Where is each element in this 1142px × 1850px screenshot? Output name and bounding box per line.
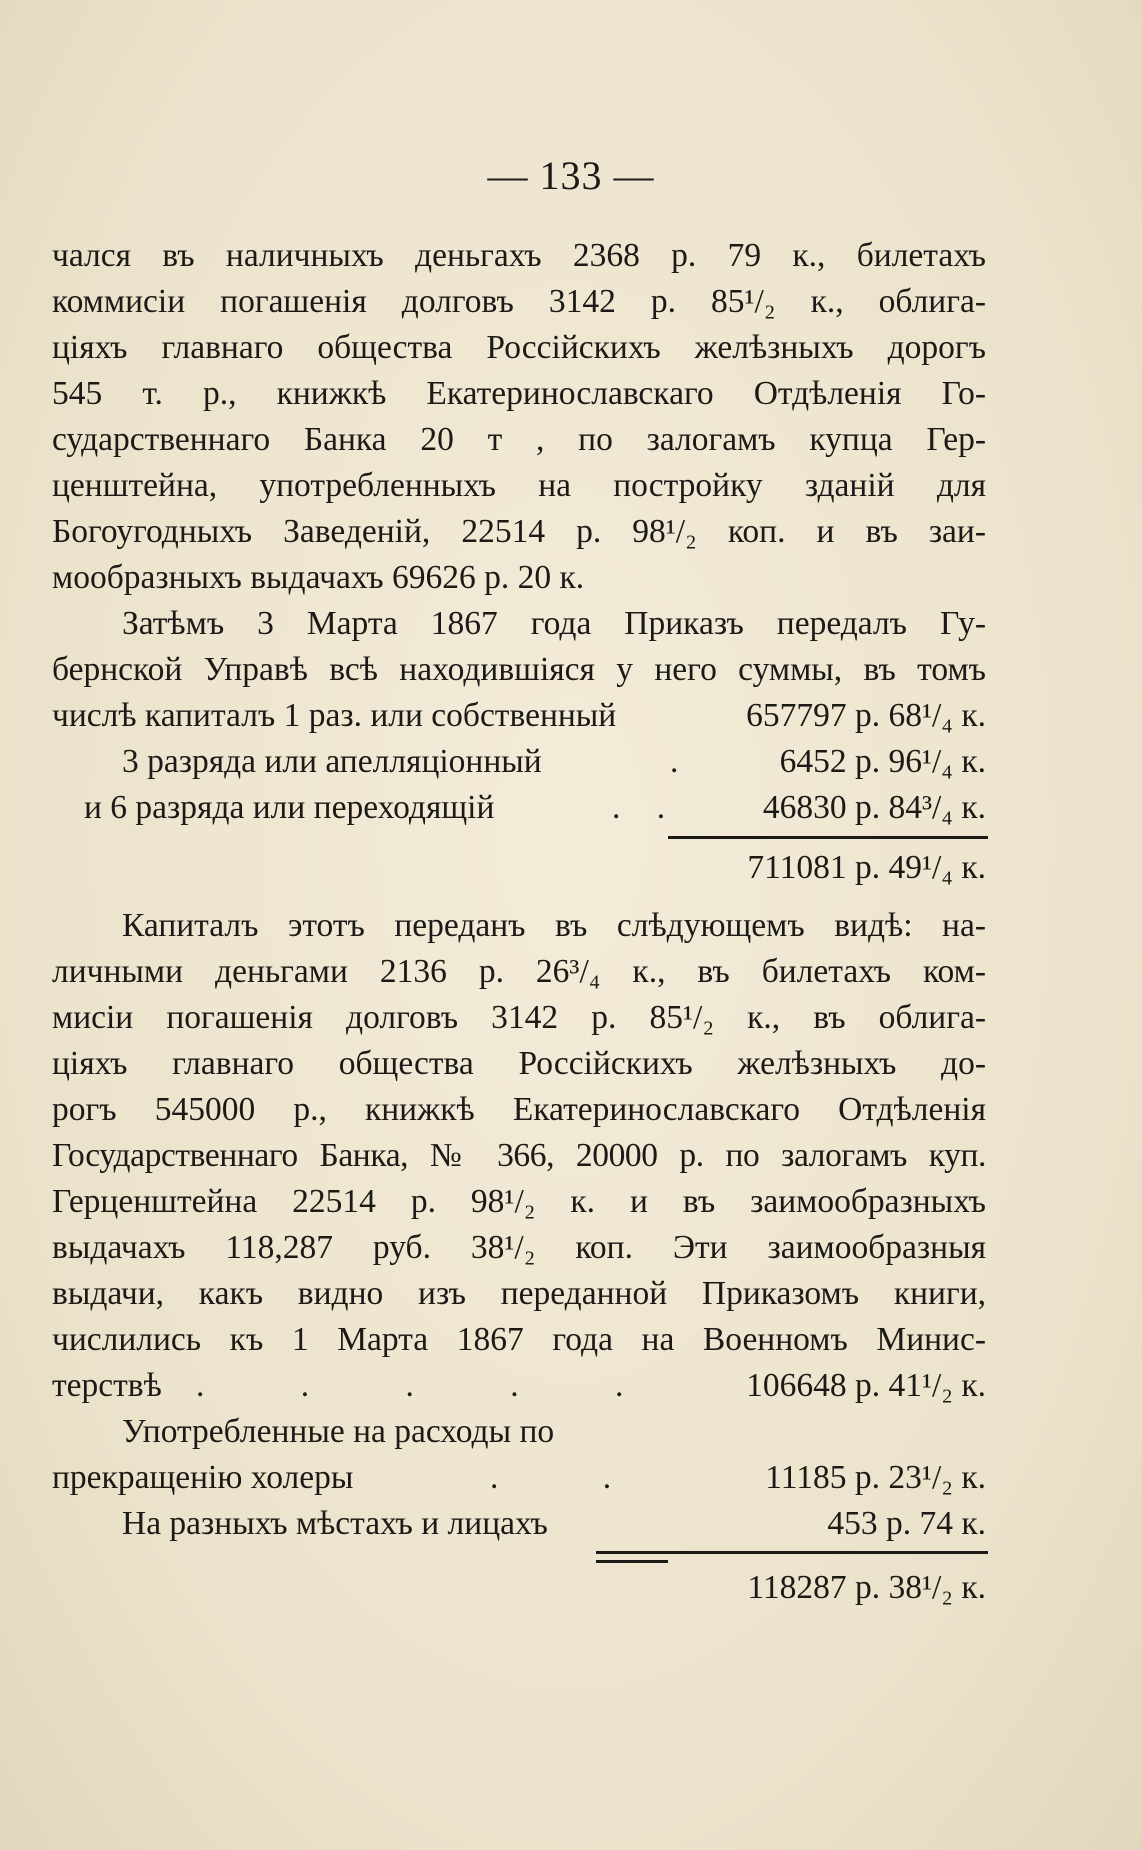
capital-row-amount: 46830 р. 84³/₄ к. [762, 789, 986, 826]
loans-row-amount: 453 р. 74 к. [827, 1505, 986, 1542]
loans-row-label: терствѣ [52, 1367, 162, 1404]
text-line: ценштейна, употребленныхъ на постройку зданій для [52, 467, 986, 504]
capital-row-dots: . [670, 743, 679, 780]
loans-row-label: На разныхъ мѣстахъ и лицахъ [122, 1505, 548, 1542]
text-line: сударственнаго Банка 20 т , по залогамъ купца Гер- [52, 421, 986, 458]
capital-total: 711081 р. 49¹/₄ к. [747, 849, 986, 886]
loans-row-label: Употребленные на расходы по [122, 1413, 555, 1450]
text-line: Государственнаго Банка, № 366, 20000 р. по залогамъ куп. [52, 1137, 986, 1174]
page-number: — 133 — [487, 153, 655, 198]
sum-rule [668, 836, 988, 839]
text-line: Затѣмъ 3 Марта 1867 года Приказъ передалъ Гу- [122, 605, 986, 642]
capital-row-label: и 6 разряда или переходящій [84, 789, 495, 826]
text-line: коммисіи погашенія долговъ 3142 р. 85¹/₂ к., облига- [52, 283, 986, 320]
text-line: 545 т. р., книжкѣ Екатеринославскаго Отдѣленія Го- [52, 375, 986, 412]
text-line: Капиталъ этотъ переданъ въ слѣдующемъ видѣ: на- [122, 907, 986, 944]
capital-row-label: 3 разряда или апелляціонный [122, 743, 542, 780]
text-line: ціяхъ главнаго общества Россійскихъ желѣзныхъ дорогъ [52, 329, 986, 366]
text-line: Герценштейна 22514 р. 98¹/₂ к. и въ заимообразныхъ [52, 1183, 986, 1220]
text-line: Богоугодныхъ Заведеній, 22514 р. 98¹/₂ коп. и въ заи- [52, 513, 986, 550]
loans-row-amount: 106648 р. 41¹/₂ к. [746, 1367, 986, 1404]
text-line: ціяхъ главнаго общества Россійскихъ желѣзныхъ до- [52, 1045, 986, 1082]
loans-row-amount: 11185 р. 23¹/₂ к. [765, 1459, 986, 1496]
capital-row-dots: . . [612, 789, 680, 826]
loans-row-dots: . . . . . [196, 1367, 668, 1404]
capital-row-amount: 657797 р. 68¹/₄ к. [746, 697, 986, 734]
loans-row-dots: . . [490, 1459, 660, 1496]
text-line: мообразныхъ выдачахъ 69626 р. 20 к. [52, 559, 585, 596]
capital-row-label: числѣ капиталъ 1 раз. или собственный [52, 697, 617, 734]
text-line: бернской Управѣ всѣ находившіяся у него суммы, въ томъ [52, 651, 986, 688]
loans-row-label: прекращенію холеры [52, 1459, 354, 1496]
text-line: личными деньгами 2136 р. 26³/₄ к., въ билетахъ ком- [52, 953, 986, 990]
text-line: рогъ 545000 р., книжкѣ Екатеринославскаго Отдѣленія [52, 1091, 986, 1128]
text-line: выдачи, какъ видно изъ переданной Приказомъ книги, [52, 1275, 986, 1312]
text-line: чался въ наличныхъ деньгахъ 2368 р. 79 к., билетахъ [52, 237, 986, 274]
sum-rule-short [596, 1560, 668, 1563]
sum-rule [596, 1551, 988, 1554]
text-line: выдачахъ 118,287 руб. 38¹/₂ коп. Эти заимообразныя [52, 1229, 986, 1266]
text-line: числились къ 1 Марта 1867 года на Военномъ Минис- [52, 1321, 986, 1358]
capital-row-amount: 6452 р. 96¹/₄ к. [779, 743, 986, 780]
text-line: мисіи погашенія долговъ 3142 р. 85¹/₂ к., въ облига- [52, 999, 986, 1036]
loans-total: 118287 р. 38¹/₂ к. [747, 1569, 986, 1606]
